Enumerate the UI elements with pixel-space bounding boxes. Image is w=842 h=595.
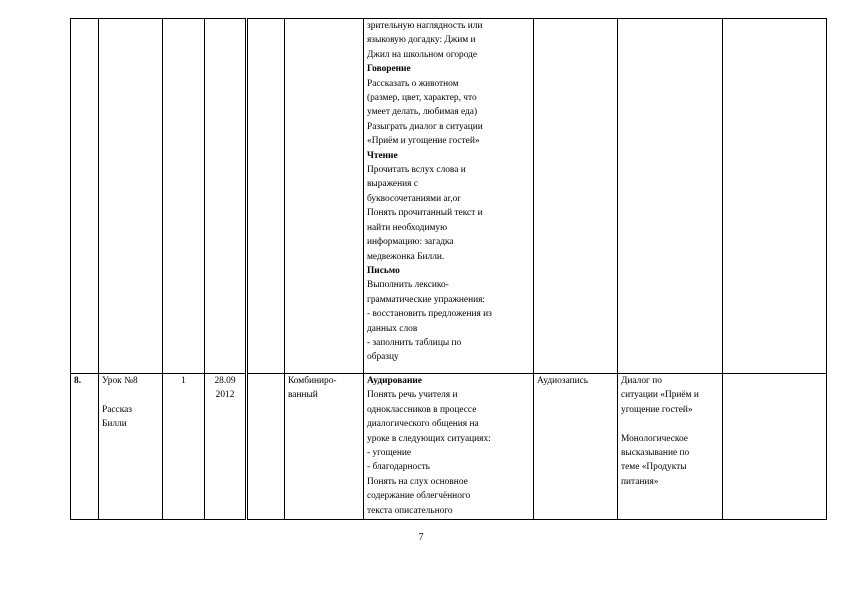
type-cell xyxy=(285,374,364,520)
text-line: (размер, цвет, характер, что xyxy=(367,93,477,104)
text-line: Диалог по xyxy=(621,376,662,386)
text-line: Прочитать вслух слова и xyxy=(367,165,466,176)
text-line: Джил на школьном огороде xyxy=(367,49,478,60)
hours-value: 1 xyxy=(181,376,186,386)
type-cell xyxy=(285,19,364,374)
text-line: Понять прочитанный текст и xyxy=(367,208,483,219)
fact-date-cell xyxy=(247,19,285,374)
text-line: умеет делать, любимая еда) xyxy=(367,107,478,118)
date-cell xyxy=(205,374,247,520)
skills-cell xyxy=(364,374,534,520)
section-heading: Говорение xyxy=(367,64,411,75)
equipment-cell xyxy=(534,374,618,520)
number-cell xyxy=(71,374,99,520)
lesson-type: ванный xyxy=(288,390,318,401)
text-line: выражения с xyxy=(367,179,418,190)
lesson-plan-table xyxy=(70,18,827,520)
date-cell xyxy=(205,19,247,374)
text-line: Рассказать о животном xyxy=(367,78,459,89)
text-line: - восстановить предложения из xyxy=(367,309,492,320)
skills-cell xyxy=(364,19,534,374)
text-line xyxy=(621,417,719,431)
section-heading: Аудирование xyxy=(367,376,422,386)
date-value: 28.09 xyxy=(214,376,236,386)
text-line: буквосочетаниями ar,or xyxy=(367,193,461,204)
text-line: ситуации «Приём и xyxy=(621,390,699,401)
text-line: - угощение xyxy=(367,448,412,459)
text-line: питания» xyxy=(621,476,659,487)
text-line: Монологическое xyxy=(621,433,688,444)
text-line: Понять речь учителя и xyxy=(367,390,458,401)
page-number: 7 xyxy=(418,532,424,543)
text-line: грамматические упражнения: xyxy=(367,294,486,305)
text-line: информацию: загадка xyxy=(367,237,454,248)
number-cell xyxy=(71,19,99,374)
date-value: 2012 xyxy=(215,390,235,401)
text-line: - благодарность xyxy=(367,462,430,473)
notes-cell xyxy=(723,19,827,374)
fact-date-cell xyxy=(247,374,285,520)
text-line: языковую догадку: Джим и xyxy=(367,35,476,46)
text-line: зрительную наглядность или xyxy=(367,21,483,31)
text-line: одноклассников в процессе xyxy=(367,404,477,415)
hours-cell xyxy=(163,374,205,520)
notes-cell xyxy=(723,374,827,520)
section-heading: Чтение xyxy=(367,150,398,161)
text-line: данных слов xyxy=(367,323,418,334)
text-line: теме «Продукты xyxy=(621,462,687,473)
text-line: «Приём и угощение гостей» xyxy=(367,136,480,147)
text-line: найти необходимую xyxy=(367,222,448,233)
text-line: диалогического общения на xyxy=(367,419,479,430)
hours-cell xyxy=(163,19,205,374)
text-line: высказывание по xyxy=(621,448,690,459)
text-line: содержание облегчённого xyxy=(367,491,471,502)
lesson-topic: Рассказ xyxy=(102,404,132,415)
topic-cell xyxy=(99,19,163,374)
text-line: текста описательного xyxy=(367,505,453,516)
table-row xyxy=(71,374,827,520)
text-line: угощение гостей» xyxy=(621,404,693,415)
lesson-topic: Билли xyxy=(102,419,127,430)
topic-cell xyxy=(99,374,163,520)
control-cell xyxy=(618,19,723,374)
text-line: Разыграть диалог в ситуации xyxy=(367,121,483,132)
text-line: уроке в следующих ситуациях: xyxy=(367,433,491,444)
section-heading: Письмо xyxy=(367,265,400,276)
text-line: Выполнить лексико- xyxy=(367,280,449,291)
equipment-cell xyxy=(534,19,618,374)
equipment-value: Аудиозапись xyxy=(537,376,589,386)
text-line: Понять на слух основное xyxy=(367,476,468,487)
lesson-number: 8. xyxy=(74,376,82,386)
text-line: медвежонка Билли. xyxy=(367,251,445,262)
text-line: образцу xyxy=(367,352,399,363)
text-line: - заполнить таблицы по xyxy=(367,337,462,348)
lesson-type: Комбиниро- xyxy=(288,376,337,386)
lesson-title: Урок №8 xyxy=(102,376,138,386)
control-cell xyxy=(618,374,723,520)
table-row xyxy=(71,19,827,374)
